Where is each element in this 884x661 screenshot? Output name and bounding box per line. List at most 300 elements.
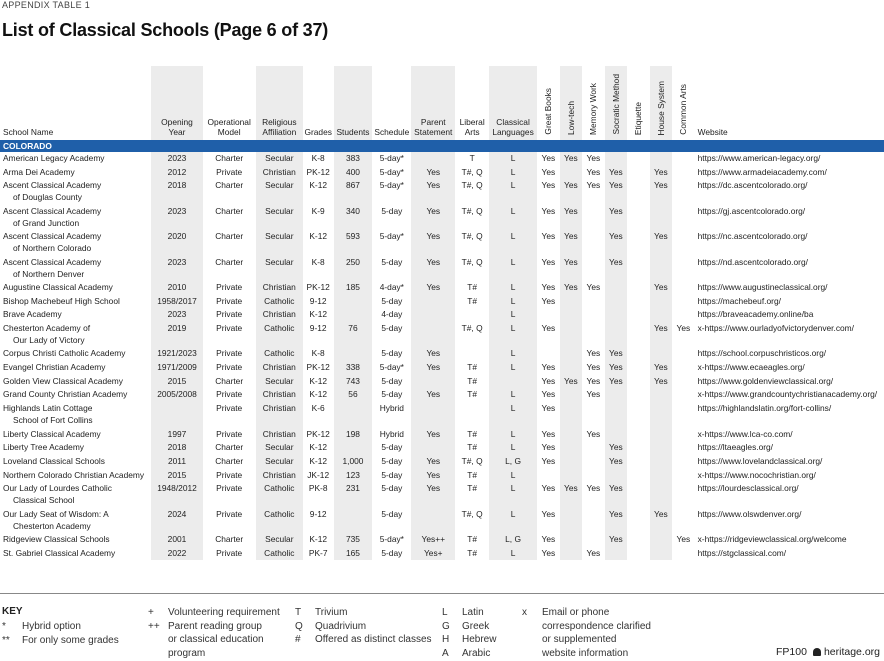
table-cell — [650, 308, 673, 322]
table-cell: Yes — [560, 256, 583, 281]
table-cell: Yes — [411, 388, 455, 402]
key-description: Hybrid option — [22, 621, 81, 632]
table-cell — [560, 402, 583, 427]
table-cell: Secular — [256, 230, 303, 255]
table-cell: L — [489, 166, 537, 180]
table-cell: 5-day — [381, 455, 403, 466]
table-cell — [560, 322, 583, 347]
table-cell: 56 — [334, 388, 373, 402]
key-entry — [2, 620, 119, 634]
table-cell — [582, 308, 605, 322]
key-symbol: + — [148, 607, 154, 618]
table-cell: Christian — [256, 402, 303, 427]
key-description: or supplemented — [542, 634, 617, 645]
table-cell: Charter — [215, 375, 244, 386]
column-header-label: Memory Work — [588, 83, 599, 135]
table-cell: Yes — [541, 375, 556, 386]
table-cell — [627, 152, 650, 166]
table-cell — [582, 295, 605, 309]
table-cell: 2019 — [151, 322, 202, 347]
table-cell: Yes — [541, 534, 556, 545]
school-name-line: Golden View Classical Academy — [3, 375, 123, 386]
website-link[interactable]: x-https://www.ecaeagles.org/ — [697, 362, 805, 373]
table-cell: Yes — [560, 482, 583, 507]
column-header — [560, 66, 583, 140]
website-link[interactable]: https://lourdesclassical.org/ — [697, 483, 799, 494]
website-link[interactable]: https://highlandslatin.org/fort-collins/ — [697, 403, 832, 414]
table-cell: Charter — [215, 180, 244, 191]
table-cell — [582, 402, 605, 427]
table-cell: Yes — [541, 403, 556, 414]
table-cell: JK-12 — [307, 469, 330, 480]
table-cell: Christian — [256, 308, 303, 322]
website-link[interactable]: https://www.goldenviewclassical.org/ — [697, 375, 834, 386]
table-cell — [672, 469, 695, 483]
table-cell: T# — [467, 362, 478, 373]
table-row — [0, 281, 884, 295]
table-cell: Christian — [256, 388, 303, 402]
column-header-label: Socratic Method — [610, 74, 621, 135]
table-cell: Yes — [605, 205, 628, 230]
key-entry — [522, 620, 651, 634]
table-cell: T# — [467, 428, 478, 439]
table-cell: Private — [216, 166, 243, 177]
table-cell: 1,000 — [334, 455, 373, 469]
table-cell: 5-day* — [379, 362, 404, 373]
table-cell: 743 — [334, 375, 373, 389]
website-link[interactable]: x-https://www.ourladyofvictorydenver.com/ — [697, 323, 854, 333]
page-title: List of Classical Schools (Page 6 of 37) — [2, 20, 329, 40]
column-header — [627, 66, 650, 140]
table-cell: 198 — [334, 428, 373, 442]
table-cell: Yes — [411, 482, 455, 507]
table-cell — [672, 482, 695, 507]
school-name-line: Ascent Classical Academy — [3, 180, 102, 191]
table-cell: Yes — [411, 256, 455, 281]
school-name — [0, 347, 151, 361]
school-name-line: Liberty Tree Academy — [3, 442, 84, 453]
key-symbol: Q — [295, 620, 303, 632]
website-link[interactable]: https://gj.ascentcolorado.org/ — [697, 205, 806, 216]
school-name — [0, 179, 151, 204]
school-name-continuation: of Northern Colorado — [13, 243, 92, 254]
table-cell: Yes — [676, 534, 691, 545]
table-cell: L — [489, 322, 537, 347]
key-entry — [442, 606, 496, 620]
table-cell — [334, 308, 373, 322]
table-cell — [627, 547, 650, 561]
table-cell: L — [489, 469, 537, 483]
table-cell — [672, 428, 695, 442]
table-row — [0, 152, 884, 166]
school-name-line: Grand County Christian Academy — [3, 389, 128, 400]
table-cell: Yes — [411, 205, 455, 230]
table-cell — [627, 179, 650, 204]
table-cell: Secular — [256, 455, 303, 469]
table-cell — [537, 347, 560, 361]
table-cell: Yes — [411, 428, 455, 442]
key-symbol: ++ — [148, 620, 160, 632]
school-name — [0, 256, 151, 281]
table-cell: Yes — [411, 469, 455, 483]
table-cell: Yes — [411, 179, 455, 204]
school-name — [0, 205, 151, 230]
key-entry — [442, 620, 496, 634]
table-cell — [627, 375, 650, 389]
school-name — [0, 455, 151, 469]
table-cell: T#, Q — [461, 455, 483, 466]
table-cell — [672, 508, 695, 533]
table-row — [0, 482, 884, 507]
key-description: Offered as distinct classes — [315, 634, 432, 645]
column-header — [650, 66, 673, 140]
table-cell — [582, 322, 605, 347]
table-cell: L — [489, 281, 537, 295]
table-cell: Hybrid — [379, 428, 404, 439]
table-cell: L — [489, 308, 537, 322]
table-cell: Yes — [541, 508, 556, 519]
table-cell — [334, 508, 373, 533]
table-cell: Yes — [586, 483, 601, 494]
table-cell: 185 — [334, 281, 373, 295]
table-cell: Yes — [605, 508, 628, 533]
table-cell — [455, 347, 489, 361]
table-cell — [650, 388, 673, 402]
website-link[interactable]: https://www.olswdenver.org/ — [697, 508, 802, 519]
table-cell: Yes — [541, 455, 556, 466]
table-cell — [582, 230, 605, 255]
website-link[interactable]: https://dc.ascentcolorado.org/ — [697, 180, 808, 191]
table-cell: 1971/2009 — [151, 361, 202, 375]
website-link[interactable]: https://www.american-legacy.org/ — [697, 153, 821, 163]
school-name-continuation: of Grand Junction — [13, 217, 80, 228]
table-cell: Private — [216, 483, 243, 494]
table-cell: L — [489, 428, 537, 442]
website-link[interactable]: https://www.augustineclassical.org/ — [697, 281, 828, 292]
table-cell: Charter — [215, 256, 244, 267]
table-cell: 2020 — [151, 230, 202, 255]
school-name-continuation: of Douglas County — [13, 192, 82, 203]
table-cell — [334, 402, 373, 427]
table-cell — [672, 455, 695, 469]
website-link[interactable]: x-https://www.lca-co.com/ — [697, 428, 793, 439]
table-cell: 1948/2012 — [151, 482, 202, 507]
table-cell: Christian — [256, 469, 303, 483]
table-cell — [560, 295, 583, 309]
table-cell: Yes — [560, 375, 583, 389]
key-entry — [442, 633, 496, 647]
table-cell: 5-day — [381, 547, 403, 558]
key-divider — [0, 593, 884, 594]
table-cell: Private — [216, 362, 243, 373]
table-cell: 2011 — [151, 455, 202, 469]
website-link[interactable]: https://stgclassical.com/ — [697, 547, 787, 558]
table-cell — [672, 205, 695, 230]
school-name-line: Our Lady Seat of Wisdom: A — [3, 508, 109, 519]
table-cell: 5-day — [381, 323, 403, 333]
table-cell: Private — [216, 348, 243, 359]
table-cell: L — [489, 347, 537, 361]
table-cell — [627, 402, 650, 427]
website-link[interactable]: https://braveacademy.online/ba — [697, 309, 814, 320]
table-cell — [672, 441, 695, 455]
table-cell: Yes — [586, 428, 601, 439]
table-cell: T# — [467, 389, 478, 400]
table-row — [0, 166, 884, 180]
school-name-line: Arma Dei Academy — [3, 166, 75, 177]
table-cell: L — [489, 205, 537, 230]
website-link[interactable]: x-https://www.grandcountychristianacademy.org/ — [697, 389, 878, 400]
school-name — [0, 322, 151, 347]
table-cell: Yes — [605, 166, 628, 180]
state-row — [0, 140, 884, 152]
school-name-line: American Legacy Academy — [3, 153, 105, 163]
table-row — [0, 375, 884, 389]
school-name-continuation: Our Lady of Victory — [13, 335, 85, 345]
table-cell — [650, 256, 673, 281]
table-cell — [605, 281, 628, 295]
website-link[interactable]: https://machebeuf.org/ — [697, 295, 781, 306]
table-cell: Yes — [411, 347, 455, 361]
key-symbol: * — [2, 621, 6, 632]
key-description: For only some grades — [22, 634, 119, 646]
table-cell: Yes — [560, 205, 583, 230]
table-cell: L — [489, 482, 537, 507]
table-cell: Secular — [256, 441, 303, 455]
table-cell — [537, 469, 560, 483]
table-cell: K-6 — [311, 403, 325, 414]
school-name — [0, 469, 151, 483]
table-cell: K-12 — [309, 309, 328, 320]
table-row — [0, 547, 884, 561]
table-cell: 231 — [334, 482, 373, 507]
table-cell: T#, Q — [461, 231, 483, 242]
website-link[interactable]: https://www.armadeiacademy.com/ — [697, 166, 827, 177]
table-cell — [560, 388, 583, 402]
table-cell: Yes — [541, 205, 556, 216]
school-name-line: Brave Academy — [3, 309, 62, 320]
table-cell: 1921/2023 — [151, 347, 202, 361]
table-cell — [672, 166, 695, 180]
column-header: Grades — [304, 127, 332, 137]
column-header: Religious Affiliation — [256, 66, 303, 140]
table-cell: 5-day — [381, 469, 403, 480]
table-cell: T# — [467, 442, 478, 453]
key-symbol: L — [442, 607, 448, 618]
school-name-line: St. Gabriel Classical Academy — [3, 547, 116, 558]
table-cell: 76 — [334, 322, 373, 347]
website-link[interactable]: x-https://ridgeviewclassical.org/welcome — [697, 534, 847, 545]
table-cell: 2022 — [151, 547, 202, 561]
website-link[interactable]: https://nd.ascentcolorado.org/ — [697, 256, 808, 267]
table-cell: 383 — [334, 152, 373, 166]
table-cell: 2023 — [151, 308, 202, 322]
table-cell: Catholic — [256, 322, 303, 347]
website-link[interactable]: https://school.corpuschristicos.org/ — [697, 348, 827, 359]
table-cell: L — [489, 441, 537, 455]
table-cell — [582, 256, 605, 281]
table-cell — [650, 441, 673, 455]
table-cell: K-12 — [309, 442, 328, 453]
table-cell: T#, Q — [461, 180, 483, 191]
table-cell — [672, 179, 695, 204]
column-header: Schedule — [374, 127, 410, 137]
table-cell: Private — [216, 547, 243, 558]
table-cell: T# — [467, 469, 478, 480]
table-cell: Yes — [541, 256, 556, 267]
school-name — [0, 295, 151, 309]
website-link[interactable]: x-https://www.nocochristian.org/ — [697, 469, 816, 480]
table-cell: Secular — [256, 205, 303, 230]
table-cell: Catholic — [256, 547, 303, 561]
table-body — [0, 140, 884, 560]
table-cell — [411, 295, 455, 309]
table-cell — [627, 166, 650, 180]
table-cell: Private — [216, 469, 243, 480]
column-header: Liberal Arts — [459, 117, 485, 137]
table-cell: Yes — [650, 322, 673, 347]
table-cell — [560, 308, 583, 322]
column-header-label: Etiquette — [633, 101, 644, 135]
table-cell: Yes — [650, 361, 673, 375]
table-cell — [560, 441, 583, 455]
website-link[interactable]: https://nc.ascentcolorado.org/ — [697, 231, 808, 242]
table-cell: Yes — [411, 455, 455, 469]
table-cell: K-8 — [311, 153, 325, 163]
table-cell: Yes — [541, 483, 556, 494]
table-cell — [627, 533, 650, 547]
table-row — [0, 361, 884, 375]
table-cell — [627, 205, 650, 230]
table-cell: 735 — [334, 533, 373, 547]
table-cell — [627, 388, 650, 402]
table-cell: 338 — [334, 361, 373, 375]
table-cell: 5-day — [381, 295, 403, 306]
key-entry — [148, 606, 280, 620]
table-cell: T# — [467, 295, 478, 306]
table-cell: PK-12 — [306, 428, 330, 439]
table-cell: Christian — [256, 361, 303, 375]
table-cell — [650, 533, 673, 547]
table-cell — [560, 361, 583, 375]
table-cell — [605, 469, 628, 483]
column-header — [672, 66, 695, 140]
table-cell: L — [489, 152, 537, 166]
table-cell: 5-day* — [379, 180, 404, 191]
table-cell: Secular — [256, 152, 303, 166]
table-cell: T# — [467, 375, 478, 386]
brand-site: heritage.org — [823, 646, 880, 658]
table-cell — [605, 322, 628, 347]
table-cell: K-8 — [311, 256, 325, 267]
table-cell: L — [489, 256, 537, 281]
table-cell — [650, 469, 673, 483]
table-cell: Private — [216, 403, 243, 414]
table-cell: 2005/2008 — [151, 388, 202, 402]
key-entry — [148, 633, 280, 647]
table-cell: L — [489, 508, 537, 533]
table-cell: 2015 — [151, 469, 202, 483]
school-name-continuation: School of Fort Collins — [13, 415, 93, 426]
school-name — [0, 428, 151, 442]
table-cell: Yes — [411, 230, 455, 255]
school-name-line: Liberty Classical Academy — [3, 428, 101, 439]
table-cell: L — [489, 295, 537, 309]
table-cell — [489, 375, 537, 389]
table-cell: Yes — [605, 230, 628, 255]
table-cell: Charter — [215, 205, 244, 216]
table-cell: Charter — [215, 534, 244, 545]
table-cell: Yes — [541, 295, 556, 306]
website-link[interactable]: https://www.lovelandclassical.org/ — [697, 455, 823, 466]
table-row — [0, 508, 884, 533]
table-cell: 2023 — [151, 256, 202, 281]
table-row — [0, 402, 884, 427]
table-cell: T#, Q — [461, 256, 483, 267]
table-cell: 2010 — [151, 281, 202, 295]
table-cell — [672, 547, 695, 561]
school-name-line: Loveland Classical Schools — [3, 455, 105, 466]
table-cell: 867 — [334, 179, 373, 204]
table-cell — [650, 428, 673, 442]
key-column-website — [522, 606, 651, 660]
table-cell — [582, 441, 605, 455]
table-cell: 250 — [334, 256, 373, 281]
key-symbol: # — [295, 634, 301, 645]
table-row — [0, 388, 884, 402]
table-cell — [582, 508, 605, 533]
table-cell — [627, 361, 650, 375]
key-column-liberal-arts — [295, 606, 432, 647]
table-cell: 5-day* — [379, 534, 404, 545]
key-entry — [148, 620, 280, 634]
table-cell: 9-12 — [309, 295, 327, 306]
table-cell: K-12 — [309, 455, 328, 466]
table-cell — [411, 402, 455, 427]
school-name-line: Chesterton Academy of — [3, 323, 91, 333]
column-header-label: Low-tech — [565, 101, 576, 135]
key-symbol — [522, 647, 542, 661]
school-name-continuation: of Northern Denver — [13, 268, 85, 279]
column-header: School Name — [3, 127, 54, 137]
school-name — [0, 166, 151, 180]
key-description: website information — [542, 647, 629, 659]
table-cell: L — [489, 179, 537, 204]
table-cell: Yes — [605, 347, 628, 361]
school-name-line: Augustine Classical Academy — [3, 281, 113, 292]
key-title: KEY — [2, 606, 23, 617]
table-cell: 2015 — [151, 375, 202, 389]
table-cell: Secular — [256, 533, 303, 547]
table-cell — [627, 482, 650, 507]
table-cell — [672, 375, 695, 389]
key-description: Parent reading group — [168, 620, 262, 632]
table-cell: 5-day — [381, 389, 403, 400]
website-link[interactable]: https://ltaeagles.org/ — [697, 442, 774, 453]
table-cell: Yes — [560, 152, 583, 166]
table-cell: Yes — [541, 428, 556, 439]
table-row — [0, 230, 884, 255]
key-entry — [522, 633, 651, 647]
table-cell: Yes — [541, 281, 556, 292]
table-cell: L, G — [489, 533, 537, 547]
table-cell: Yes — [541, 547, 556, 558]
table-row — [0, 308, 884, 322]
key-description: Trivium — [315, 607, 348, 618]
key-column-languages — [442, 606, 496, 660]
key-symbol: G — [442, 620, 450, 632]
table-cell — [560, 455, 583, 469]
